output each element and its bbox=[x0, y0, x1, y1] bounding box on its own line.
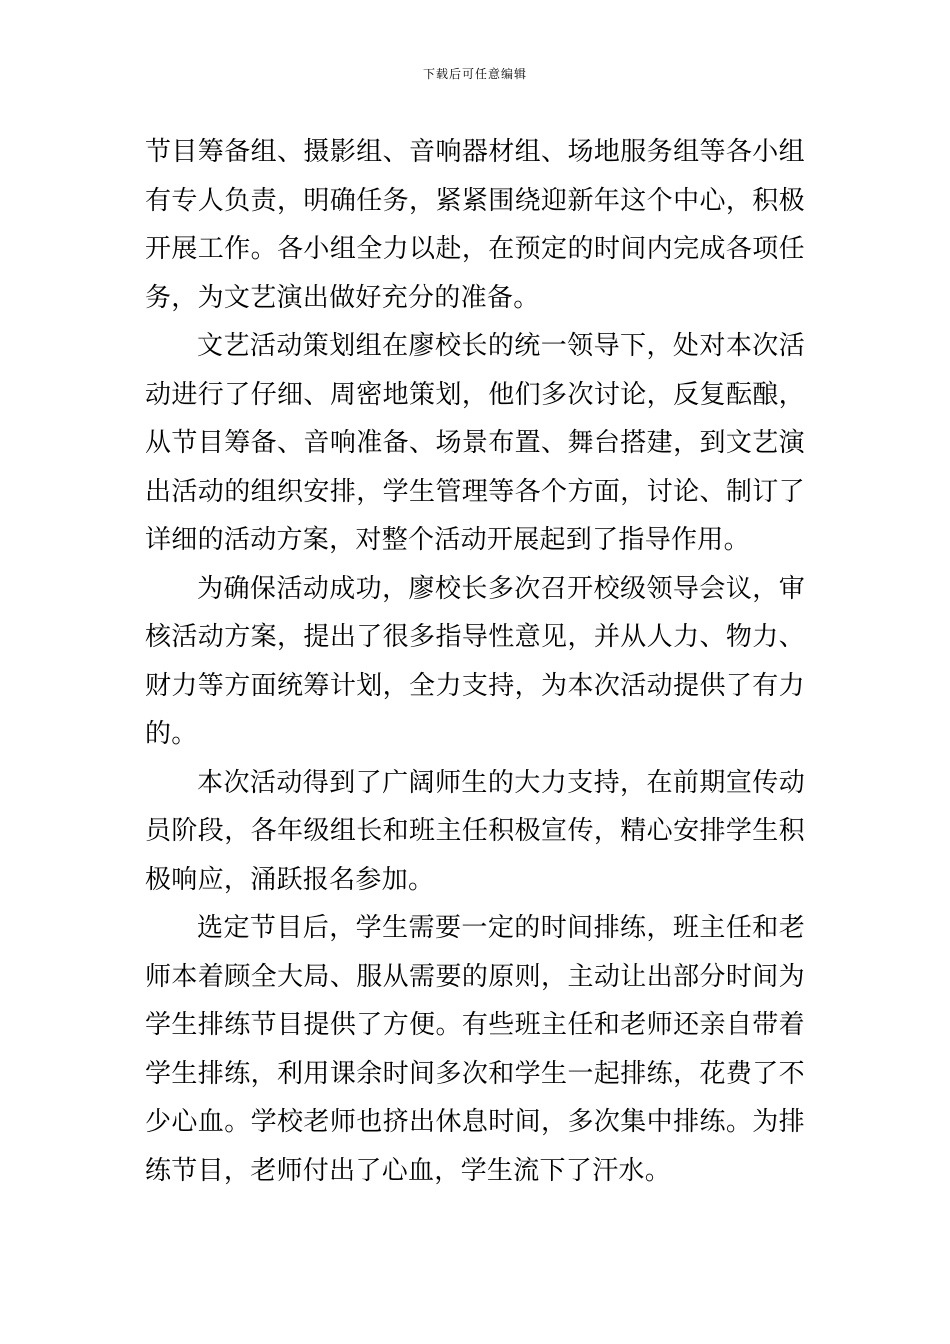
paragraph-3: 为确保活动成功，廖校长多次召开校级领导会议，审核活动方案，提出了很多指导性意见，并从人力、物力、财力等方面统筹计划，全力支持，为本次活动提供了有力的。 bbox=[145, 573, 805, 749]
page-header: 下载后可任意编辑 bbox=[422, 67, 527, 81]
paragraph-5: 选定节目后，学生需要一定的时间排练，班主任和老师本着顾全大局、服从需要的原则，主动让出部分时间为学生排练节目提供了方便。有些班主任和老师还亲自带着学生排练，利用课余时间多次和学生一起排练，花费了不少心血。学校老师也挤出休息时间，多次集中排练。为排练节目，老师付出了心血，学生流下了汗水。 bbox=[145, 913, 805, 1186]
paragraph-4: 本次活动得到了广阔师生的大力支持，在前期宣传动员阶段，各年级组长和班主任积极宣传，精心安排学生积极响应，涌跃报名参加。 bbox=[145, 767, 805, 895]
paragraph-1: 节目筹备组、摄影组、音响器材组、场地服务组等各小组有专人负责，明确任务，紧紧围绕迎新年这个中心，积极开展工作。各小组全力以赴，在预定的时间内完成各项任务，为文艺演出做好充分的准备。 bbox=[145, 137, 805, 313]
paragraph-2: 文艺活动策划组在廖校长的统一领导下，处对本次活动进行了仔细、周密地策划，他们多次讨论，反复酝酿，从节目筹备、音响准备、场景布置、舞台搭建，到文艺演出活动的组织安排，学生管理等各个方面，讨论、制订了详细的活动方案，对整个活动开展起到了指导作用。 bbox=[145, 331, 805, 555]
document-body bbox=[145, 128, 805, 1195]
